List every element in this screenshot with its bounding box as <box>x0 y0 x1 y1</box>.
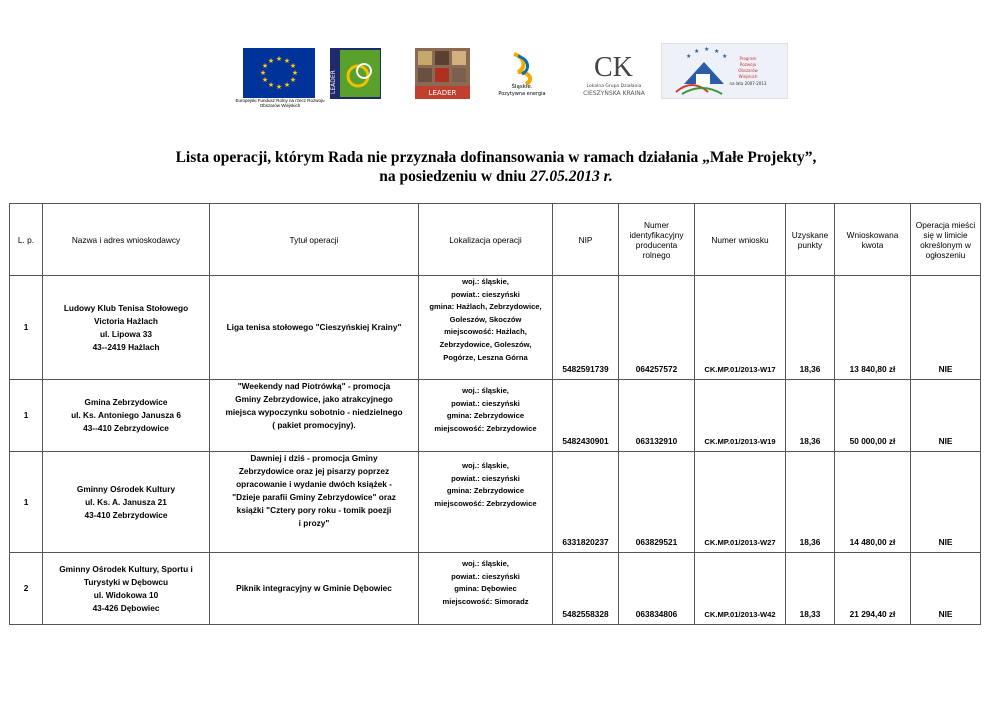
cell-location: woj.: śląskie, powiat.: cieszyński gmina: Dębowiec miejscowość: Simoradz <box>419 553 553 625</box>
header-applicant: Nazwa i adres wnioskodawcy <box>43 204 210 276</box>
table-row <box>10 452 981 553</box>
cell-amount: 13 840,80 zł <box>835 276 911 380</box>
cell-applicant: Gmina Zebrzydowice ul. Ks. Antoniego Janusza 6 43--410 Zebrzydowice <box>43 380 210 452</box>
cell-application-no: CK.MP.01/2013-W17 <box>695 276 786 380</box>
header-lp: L. p. <box>10 204 43 276</box>
cell-within-limit: NIE <box>911 553 981 625</box>
eu-flag-logo <box>243 48 315 98</box>
cell-amount: 14 480,00 zł <box>835 452 911 553</box>
table-row <box>10 553 981 625</box>
cell-operation-title: Liga tenisa stołowego "Cieszyńskiej Krainy" <box>210 276 419 380</box>
cell-applicant: Gminny Ośrodek Kultury ul. Ks. A. Janusza 21 43-410 Zebrzydowice <box>43 452 210 553</box>
title-line1: Lista operacji, którym Rada nie przyznała dofinansowania w ramach działania „Małe Projekty”, <box>175 149 817 166</box>
cell-nip: 6331820237 <box>553 452 619 553</box>
cell-operation-title: Piknik integracyjny w Gminie Dębowiec <box>210 553 419 625</box>
cell-producer-id: 064257572 <box>619 276 695 380</box>
cell-lp: 1 <box>10 452 43 553</box>
svg-text:★: ★ <box>686 53 692 60</box>
svg-text:★: ★ <box>261 76 269 84</box>
ck-line2: CIESZYŃSKA KRAINA <box>583 90 645 97</box>
cell-within-limit: NIE <box>911 276 981 380</box>
cell-lp: 1 <box>10 380 43 452</box>
leader-mosaic-logo <box>415 48 470 99</box>
svg-text:★: ★ <box>267 81 275 89</box>
svg-text:★: ★ <box>704 46 710 53</box>
svg-text:★: ★ <box>289 62 297 70</box>
cell-location: woj.: śląskie, powiat.: cieszyński gmina: Zebrzydowice miejscowość: Zebrzydowice <box>419 452 553 553</box>
svg-text:★: ★ <box>289 76 297 84</box>
cell-lp: 1 <box>10 276 43 380</box>
cell-application-no: CK.MP.01/2013-W27 <box>695 452 786 553</box>
prow-line4: Wiejskich <box>738 74 758 79</box>
cell-within-limit: NIE <box>911 380 981 452</box>
title-line2 <box>0 167 992 186</box>
header-nip: NIP <box>553 204 619 276</box>
cell-application-no: CK.MP.01/2013-W19 <box>695 380 786 452</box>
leader-text: LEADER <box>330 70 337 94</box>
header-within-limit: Operacja mieści się w limicie określonym w ogłoszeniu <box>911 204 981 276</box>
prow-line5: na lata 2007-2013 <box>729 81 767 86</box>
svg-text:★: ★ <box>283 57 291 65</box>
svg-text:★: ★ <box>259 69 267 77</box>
header-amount: Wnioskowana kwota <box>835 204 911 276</box>
header-location: Lokalizacja operacji <box>419 204 553 276</box>
leader2-text: LEADER <box>428 89 457 97</box>
table-row <box>10 380 981 452</box>
slaskie-line1: Śląskie. <box>511 84 533 90</box>
svg-text:★: ★ <box>275 55 283 63</box>
cell-within-limit: NIE <box>911 452 981 553</box>
cell-applicant: Gminny Ośrodek Kultury, Sportu i Turystyki w Dębowcu ul. Widokowa 10 43-426 Dębowiec <box>43 553 210 625</box>
page-title <box>0 148 992 186</box>
cell-amount: 21 294,40 zł <box>835 553 911 625</box>
title-line2-prefix: na posiedzeniu w dniu <box>379 168 531 185</box>
cell-lp: 2 <box>10 553 43 625</box>
header-points: Uzyskane punkty <box>786 204 835 276</box>
svg-text:★: ★ <box>283 81 291 89</box>
prow-line2: Rozwoju <box>739 62 757 67</box>
svg-text:★: ★ <box>694 48 700 55</box>
header-operation-title: Tytuł operacji <box>210 204 419 276</box>
cell-producer-id: 063834806 <box>619 553 695 625</box>
ck-mark: CK <box>594 52 633 83</box>
eu-fund-caption: Europejski Fundusz Rolny na rzecz Rozwoju Obszarów Wiejskich <box>235 98 325 108</box>
cell-location: woj.: śląskie, powiat.: cieszyński gmina: Zebrzydowice miejscowość: Zebrzydowice <box>419 380 553 452</box>
cell-operation-title: "Weekendy nad Piotrówką" - promocja Gminy Zebrzydowice, jako atrakcyjnego miejsca wypoczynku sobotnio - niedzielnego ( pakiet promocyjny). <box>210 380 419 452</box>
slaskie-line2: Pozytywna energia <box>498 91 546 97</box>
cell-points: 18,36 <box>786 452 835 553</box>
svg-text:★: ★ <box>275 83 283 91</box>
cell-nip: 5482558328 <box>553 553 619 625</box>
prow-line3: Obszarów <box>738 68 758 73</box>
header-application-no: Numer wniosku <box>695 204 786 276</box>
cell-nip: 5482591739 <box>553 276 619 380</box>
prow-logo <box>661 43 788 99</box>
cell-points: 18,36 <box>786 276 835 380</box>
cell-points: 18,33 <box>786 553 835 625</box>
cell-amount: 50 000,00 zł <box>835 380 911 452</box>
cell-application-no: CK.MP.01/2013-W42 <box>695 553 786 625</box>
cell-location: woj.: śląskie, powiat.: cieszyński gmina: Hażlach, Zebrzydowice, Goleszów, Skoczów miejscowość: Hażlach, Zebrzydowice, Goleszów, Pogórze, Leszna Górna <box>419 276 553 380</box>
leader-logo <box>330 48 381 99</box>
title-date: 27.05.2013 r. <box>530 168 613 185</box>
cell-producer-id: 063132910 <box>619 380 695 452</box>
cieszynska-kraina-logo <box>572 49 656 99</box>
prow-line1: Program <box>739 56 757 61</box>
svg-text:★: ★ <box>714 48 720 55</box>
slaskie-logo <box>496 50 548 98</box>
ck-line1: Lokalna Grupa Działania <box>586 84 642 89</box>
table-row <box>10 276 981 380</box>
cell-nip: 5482430901 <box>553 380 619 452</box>
svg-text:★: ★ <box>291 69 299 77</box>
cell-points: 18,36 <box>786 380 835 452</box>
table-header-row <box>10 204 981 276</box>
cell-applicant: Ludowy Klub Tenisa Stołowego Victoria Hażlach ul. Lipowa 33 43--2419 Hażlach <box>43 276 210 380</box>
svg-text:★: ★ <box>261 62 269 70</box>
svg-text:★: ★ <box>267 57 275 65</box>
svg-text:★: ★ <box>722 53 728 60</box>
cell-operation-title: Dawniej i dziś - promocja Gminy Zebrzydowice oraz jej pisarzy poprzez opracowanie i wydanie dwóch książek - "Dzieje parafii Gminy Zebrzydowice" oraz książki "Cztery pory roku - tomik poezji i prozy" <box>210 452 419 553</box>
cell-producer-id: 063829521 <box>619 452 695 553</box>
header-producer-id: Numer identyfikacyjny producenta rolnego <box>619 204 695 276</box>
results-table <box>9 203 981 625</box>
